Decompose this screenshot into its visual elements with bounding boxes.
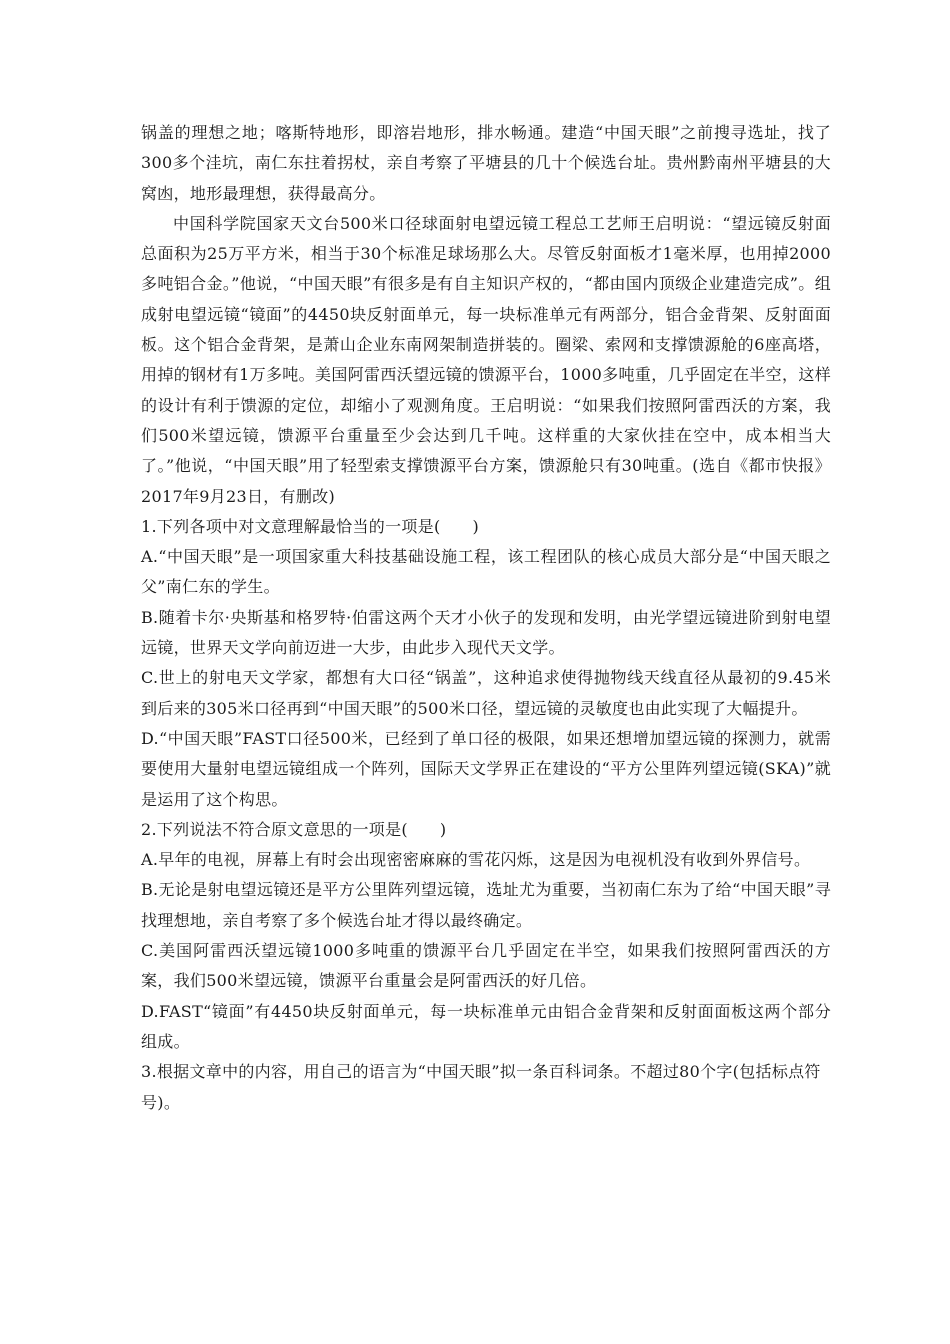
document-page (141, 118, 831, 1118)
option-a: A.“中国天眼”是一项国家重大科技基础设施工程，该工程团队的核心成员大部分是“中国天眼之父”南仁东的学生。 (141, 547, 831, 597)
question-1 (141, 512, 831, 815)
question-stem-close: ) (439, 819, 447, 839)
option-a: A.早年的电视，屏幕上有时会出现密密麻麻的雪花闪烁，这是因为电视机没有收到外界信号。 (141, 850, 811, 870)
option-c: C.美国阿雷西沃望远镜1000多吨重的馈源平台几乎固定在半空，如果我们按照阿雷西沃的方案，我们500米望远镜，馈源平台重量会是阿雷西沃的好几倍。 (141, 941, 831, 991)
question-stem (141, 512, 831, 542)
passage-paragraph-1: 锅盖的理想之地；喀斯特地形，即溶岩地形，排水畅通。建造“中国天眼”之前搜寻选址，找了300多个洼坑，南仁东拄着拐杖，亲自考察了平塘县的几十个候选台址。贵州黔南州平塘县的大窝凼，地形最理想，获得最高分。 (141, 123, 831, 203)
question-stem-text: 1.下列各项中对文意理解最恰当的一项是( (141, 516, 441, 536)
option-c: C.世上的射电天文学家，都想有大口径“锅盖”，这种追求使得抛物线天线直径从最初的9.45米到后来的305米口径再到“中国天眼”的500米口径，望远镜的灵敏度也由此实现了大幅提升。 (141, 668, 831, 718)
question-stem-close: ) (472, 516, 480, 536)
option-d: D.“中国天眼”FAST口径500米，已经到了单口径的极限，如果还想增加望远镜的探测力，就需要使用大量射电望远镜组成一个阵列，国际天文学界正在建设的“平方公里阵列望远镜(SKA)”就是运用了这个构思。 (141, 728, 831, 809)
question-stem-text: 2.下列说法不符合原文意思的一项是( (141, 819, 408, 839)
question-3 (141, 1057, 831, 1118)
passage-paragraph-2: 中国科学院国家天文台500米口径球面射电望远镜工程总工艺师王启明说：“望远镜反射面总面积为25万平方米，相当于30个标准足球场那么大。尽管反射面板才1毫米厚，也用掉2000多吨铝合金。”他说，“中国天眼”有很多是有自主知识产权的，“都由国内顶级企业建造完成”。组成射电望远镜“镜面”的4450块反射面单元，每一块标准单元有两部分，铝合金背架、反射面面板。这个铝合金背架，是萧山企业东南网架制造拼装的。圈梁、索网和支撑馈源舱的6座高塔，用掉的钢材有1万多吨。美国阿雷西沃望远镜的馈源平台，1000多吨重，几乎固定在半空，这样的设计有利于馈源的定位，却缩小了观测角度。王启明说：“如果我们按照阿雷西沃的方案，我们500米望远镜，馈源平台重量至少会达到几千吨。这样重的大家伙挂在空中，成本相当大了。”他说，“中国天眼”用了轻型索支撑馈源平台方案，馈源舱只有30吨重。(选自《都市快报》2017年9月23日，有删改) (141, 213, 831, 506)
option-d: D.FAST“镜面”有4450块反射面单元，每一块标准单元由铝合金背架和反射面面板这两个部分组成。 (141, 1001, 831, 1051)
question-2 (141, 815, 831, 1057)
option-b: B.无论是射电望远镜还是平方公里阵列望远镜，选址尤为重要，当初南仁东为了给“中国天眼”寻找理想地，亲自考察了多个候选台址才得以最终确定。 (141, 880, 831, 930)
question-stem (141, 815, 831, 845)
option-b: B.随着卡尔·央斯基和格罗特·伯雷这两个天才小伙子的发现和发明，由光学望远镜进阶到射电望远镜，世界天文学向前迈进一大步，由此步入现代天文学。 (141, 607, 831, 658)
question-stem: 3.根据文章中的内容，用自己的语言为“中国天眼”拟一条百科词条。不超过80个字(包括标点符号)。 (141, 1062, 821, 1112)
